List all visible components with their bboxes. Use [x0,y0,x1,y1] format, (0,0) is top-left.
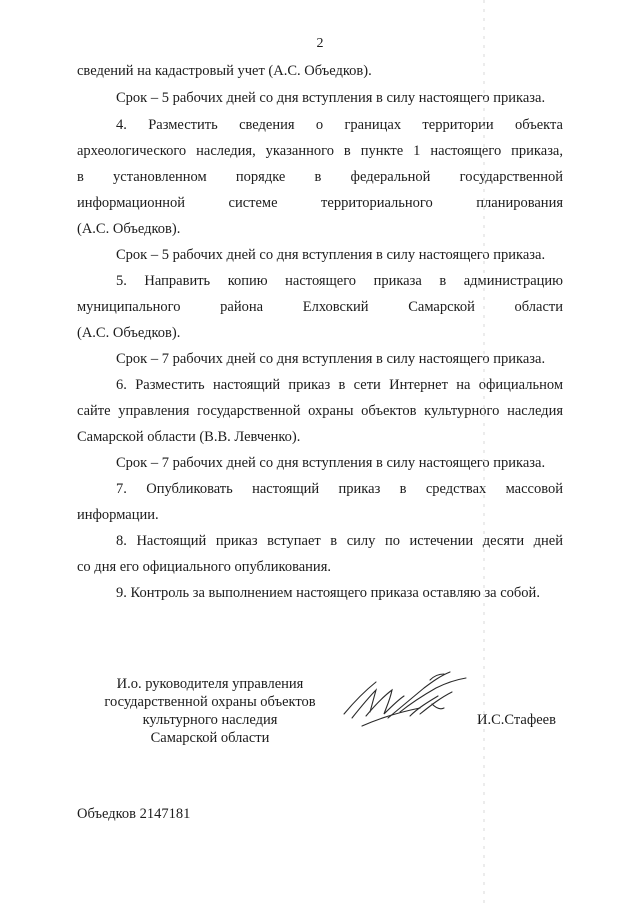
item-4-line: (А.С. Объедков). [77,221,181,237]
item-5-line: 5. Направить копию настоящего приказа в администрацию [116,273,563,289]
item-4-line: археологического наследия, указанного в пункте 1 настоящего приказа, [77,143,563,159]
item-4-line: 4. Разместить сведения о границах территории объекта [116,117,563,133]
signatory-title: культурного наследия [142,712,278,728]
scan-artifact-line [483,0,485,905]
item-7-line: информации. [77,507,159,523]
item-4-line: в установленном порядке в федеральной государственной [77,169,563,185]
page-number: 2 [316,36,324,51]
signatory-title: государственной охраны объектов [104,694,316,710]
signatory-title: И.о. руководителя управления [116,676,304,692]
item-5-line: муниципального района Елховский Самарской области [77,299,563,315]
deadline-line: Срок – 5 рабочих дней со дня вступления в силу настоящего приказа. [116,247,546,263]
item-6-line: 6. Разместить настоящий приказ в сети Интернет на официальном [116,377,563,393]
item-6-line: сайте управления государственной охраны объектов культурного наследия [77,403,563,419]
item-7-line: 7. Опубликовать настоящий приказ в средствах массовой [116,481,563,497]
item-8-line: со дня его официального опубликования. [77,559,331,575]
deadline-line: Срок – 7 рабочих дней со дня вступления в силу настоящего приказа. [116,455,546,471]
handwritten-signature [340,668,475,733]
deadline-line: Срок – 5 рабочих дней со дня вступления в силу настоящего приказа. [116,90,546,106]
item-4-line: информационной системе территориального планирования [77,195,563,211]
item-8-line: 8. Настоящий приказ вступает в силу по истечении десяти дней [116,533,563,549]
author-contact: Объедков 2147181 [77,806,191,822]
paragraph-line: сведений на кадастровый учет (А.С. Объедков). [77,63,372,79]
signatory-name: И.С.Стафеев [477,712,556,728]
signatory-title: Самарской области [150,730,270,746]
item-6-line: Самарской области (В.В. Левченко). [77,429,301,445]
item-5-line: (А.С. Объедков). [77,325,181,341]
item-9-line: 9. Контроль за выполнением настоящего приказа оставляю за собой. [116,585,540,601]
deadline-line: Срок – 7 рабочих дней со дня вступления в силу настоящего приказа. [116,351,546,367]
